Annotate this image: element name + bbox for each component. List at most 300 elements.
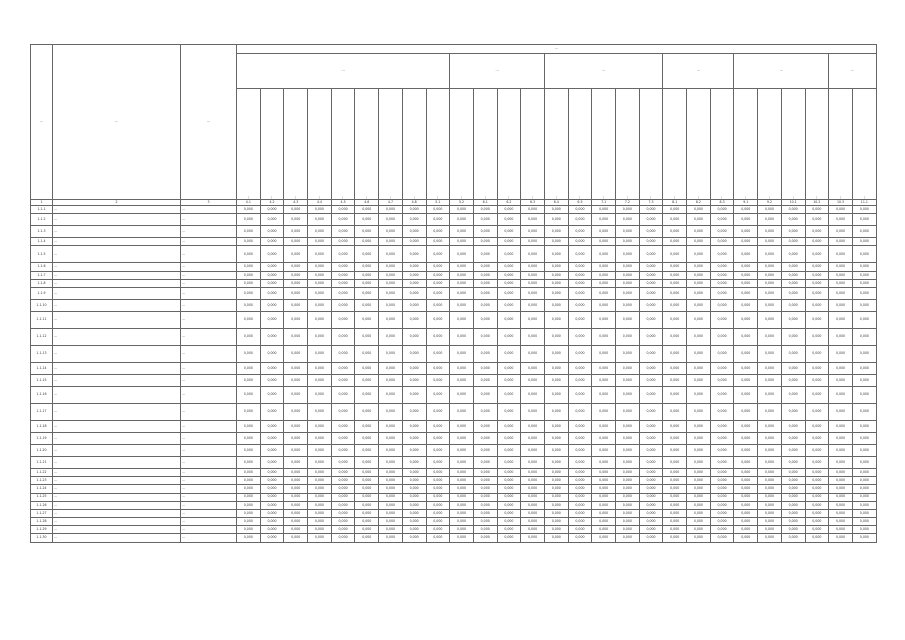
value-cell: 0,000: [544, 362, 568, 374]
value-cell: 0,000: [734, 432, 758, 444]
value-cell: 0,000: [521, 432, 545, 444]
value-cell: 0,000: [852, 311, 876, 328]
value-cell: 0,000: [592, 501, 616, 509]
value-cell: 0,000: [260, 493, 284, 501]
table-row: [31, 501, 877, 509]
value-cell: 0,000: [450, 456, 474, 468]
value-cell: 0,000: [497, 345, 521, 362]
value-cell: 0,000: [473, 403, 497, 420]
value-cell: 0,000: [544, 345, 568, 362]
value-cell: 0,000: [592, 299, 616, 311]
project-id-cell: …: [181, 311, 237, 328]
row-number-cell: 1.1.28: [31, 518, 53, 526]
value-cell: 0,000: [308, 287, 332, 299]
value-cell: 0,000: [592, 374, 616, 386]
project-name-cell: …: [53, 362, 181, 374]
value-cell: 0,000: [237, 311, 261, 328]
value-cell: 0,000: [379, 345, 403, 362]
value-cell: 0,000: [497, 493, 521, 501]
value-cell: 0,000: [639, 485, 663, 493]
value-cell: 0,000: [402, 263, 426, 271]
value-cell: 0,000: [734, 238, 758, 246]
value-cell: 0,000: [331, 238, 355, 246]
value-cell: 0,000: [521, 214, 545, 226]
value-cell: 0,000: [616, 534, 640, 542]
value-cell: 0,000: [568, 493, 592, 501]
value-cell: 0,000: [308, 299, 332, 311]
column-number: 8.2: [687, 200, 711, 206]
value-cell: 0,000: [829, 456, 853, 468]
value-cell: 0,000: [497, 518, 521, 526]
value-cell: 0,000: [450, 468, 474, 476]
indicator-header-label: …: [269, 195, 274, 199]
value-cell: 0,000: [355, 518, 379, 526]
value-cell: 0,000: [616, 328, 640, 345]
value-cell: 0,000: [852, 468, 876, 476]
value-cell: 0,000: [521, 518, 545, 526]
value-cell: 0,000: [450, 328, 474, 345]
value-cell: 0,000: [521, 246, 545, 263]
project-name-cell: …: [53, 501, 181, 509]
project-id-cell: …: [181, 477, 237, 485]
value-cell: 0,000: [237, 485, 261, 493]
value-cell: 0,000: [379, 226, 403, 238]
value-cell: 0,000: [237, 534, 261, 542]
table-row: [31, 246, 877, 263]
value-cell: 0,000: [260, 362, 284, 374]
value-cell: 0,000: [497, 403, 521, 420]
value-cell: 0,000: [781, 444, 805, 456]
project-id-cell: …: [181, 485, 237, 493]
value-cell: 0,000: [568, 468, 592, 476]
value-cell: 0,000: [426, 238, 450, 246]
value-cell: 0,000: [781, 518, 805, 526]
project-name-cell: …: [53, 279, 181, 287]
value-cell: 0,000: [284, 238, 308, 246]
row-number-cell: 1.1.29: [31, 526, 53, 534]
indicator-header: [402, 89, 426, 200]
value-cell: 0,000: [284, 287, 308, 299]
value-cell: 0,000: [663, 444, 687, 456]
value-cell: 0,000: [473, 362, 497, 374]
value-cell: 0,000: [284, 456, 308, 468]
value-cell: 0,000: [521, 287, 545, 299]
value-cell: 0,000: [663, 534, 687, 542]
value-cell: 0,000: [829, 420, 853, 432]
value-cell: 0,000: [308, 420, 332, 432]
indicator-header-label: …: [672, 195, 677, 199]
value-cell: 0,000: [402, 444, 426, 456]
value-cell: 0,000: [829, 534, 853, 542]
value-cell: 0,000: [355, 444, 379, 456]
value-cell: 0,000: [710, 534, 734, 542]
value-cell: 0,000: [805, 246, 829, 263]
value-cell: 0,000: [568, 328, 592, 345]
value-cell: 0,000: [639, 509, 663, 517]
value-cell: 0,000: [473, 214, 497, 226]
value-cell: 0,000: [639, 444, 663, 456]
value-cell: 0,000: [829, 501, 853, 509]
header-group-2: …: [450, 54, 545, 89]
value-cell: 0,000: [544, 493, 568, 501]
table-row: [31, 485, 877, 493]
value-cell: 0,000: [852, 526, 876, 534]
value-cell: 0,000: [355, 271, 379, 279]
value-cell: 0,000: [829, 477, 853, 485]
indicator-header-label: …: [482, 195, 487, 199]
value-cell: 0,000: [260, 311, 284, 328]
value-cell: 0,000: [521, 477, 545, 485]
value-cell: 0,000: [687, 509, 711, 517]
value-cell: 0,000: [781, 345, 805, 362]
value-cell: 0,000: [497, 287, 521, 299]
value-cell: 0,000: [260, 226, 284, 238]
value-cell: 0,000: [473, 328, 497, 345]
value-cell: 0,000: [331, 493, 355, 501]
value-cell: 0,000: [450, 206, 474, 214]
value-cell: 0,000: [237, 477, 261, 485]
project-name-cell: …: [53, 518, 181, 526]
value-cell: 0,000: [687, 214, 711, 226]
row-number-cell: 1.1.5: [31, 246, 53, 263]
value-cell: 0,000: [450, 420, 474, 432]
value-cell: 0,000: [260, 534, 284, 542]
row-number-cell: 1.1.23: [31, 477, 53, 485]
value-cell: 0,000: [758, 444, 782, 456]
value-cell: 0,000: [592, 263, 616, 271]
value-cell: 0,000: [805, 420, 829, 432]
value-cell: 0,000: [639, 468, 663, 476]
value-cell: 0,000: [805, 456, 829, 468]
table-row: [31, 263, 877, 271]
value-cell: 0,000: [450, 226, 474, 238]
value-cell: 0,000: [758, 246, 782, 263]
value-cell: 0,000: [426, 526, 450, 534]
value-cell: 0,000: [379, 279, 403, 287]
value-cell: 0,000: [710, 493, 734, 501]
indicator-header-label: …: [766, 195, 771, 199]
project-name-cell: …: [53, 299, 181, 311]
value-cell: 0,000: [331, 485, 355, 493]
value-cell: 0,000: [710, 226, 734, 238]
value-cell: 0,000: [237, 206, 261, 214]
value-cell: 0,000: [639, 271, 663, 279]
value-cell: 0,000: [663, 403, 687, 420]
value-cell: 0,000: [260, 403, 284, 420]
value-cell: 0,000: [852, 299, 876, 311]
value-cell: 0,000: [402, 432, 426, 444]
indicator-header: [426, 89, 450, 200]
indicator-header: [616, 89, 640, 200]
value-cell: 0,000: [710, 279, 734, 287]
value-cell: 0,000: [710, 386, 734, 403]
value-cell: 0,000: [568, 403, 592, 420]
value-cell: 0,000: [829, 345, 853, 362]
value-cell: 0,000: [829, 279, 853, 287]
value-cell: 0,000: [331, 287, 355, 299]
value-cell: 0,000: [758, 345, 782, 362]
value-cell: 0,000: [497, 501, 521, 509]
value-cell: 0,000: [710, 328, 734, 345]
value-cell: 0,000: [734, 403, 758, 420]
value-cell: 0,000: [829, 246, 853, 263]
value-cell: 0,000: [852, 485, 876, 493]
value-cell: 0,000: [805, 238, 829, 246]
value-cell: 0,000: [450, 345, 474, 362]
value-cell: 0,000: [308, 509, 332, 517]
value-cell: 0,000: [331, 246, 355, 263]
indicator-header: [544, 89, 568, 200]
value-cell: 0,000: [710, 299, 734, 311]
value-cell: 0,000: [568, 246, 592, 263]
row-number-cell: 1.1.13: [31, 345, 53, 362]
value-cell: 0,000: [426, 432, 450, 444]
value-cell: 0,000: [521, 534, 545, 542]
value-cell: 0,000: [852, 238, 876, 246]
value-cell: 0,000: [734, 206, 758, 214]
value-cell: 0,000: [805, 477, 829, 485]
value-cell: 0,000: [781, 485, 805, 493]
table-row: [31, 287, 877, 299]
value-cell: 0,000: [379, 238, 403, 246]
value-cell: 0,000: [450, 403, 474, 420]
value-cell: 0,000: [331, 214, 355, 226]
value-cell: 0,000: [402, 485, 426, 493]
value-cell: 0,000: [497, 362, 521, 374]
value-cell: 0,000: [592, 345, 616, 362]
value-cell: 0,000: [734, 328, 758, 345]
value-cell: 0,000: [781, 403, 805, 420]
value-cell: 0,000: [473, 456, 497, 468]
value-cell: 0,000: [639, 328, 663, 345]
value-cell: 0,000: [355, 501, 379, 509]
value-cell: 0,000: [781, 362, 805, 374]
row-number-cell: 1.1.2: [31, 214, 53, 226]
value-cell: 0,000: [758, 456, 782, 468]
value-cell: 0,000: [568, 526, 592, 534]
value-cell: 0,000: [592, 456, 616, 468]
value-cell: 0,000: [687, 386, 711, 403]
value-cell: 0,000: [402, 214, 426, 226]
value-cell: 0,000: [568, 345, 592, 362]
indicator-header: [829, 89, 853, 200]
value-cell: 0,000: [781, 456, 805, 468]
project-name-cell: …: [53, 246, 181, 263]
indicator-header: [497, 89, 521, 200]
value-cell: 0,000: [852, 271, 876, 279]
value-cell: 0,000: [616, 386, 640, 403]
value-cell: 0,000: [355, 238, 379, 246]
value-cell: 0,000: [355, 526, 379, 534]
value-cell: 0,000: [379, 214, 403, 226]
value-cell: 0,000: [758, 526, 782, 534]
value-cell: 0,000: [592, 526, 616, 534]
value-cell: 0,000: [829, 374, 853, 386]
value-cell: 0,000: [663, 518, 687, 526]
value-cell: 0,000: [829, 362, 853, 374]
value-cell: 0,000: [616, 526, 640, 534]
value-cell: 0,000: [639, 501, 663, 509]
value-cell: 0,000: [639, 246, 663, 263]
value-cell: 0,000: [521, 226, 545, 238]
value-cell: 0,000: [237, 328, 261, 345]
value-cell: 0,000: [687, 420, 711, 432]
value-cell: 0,000: [805, 311, 829, 328]
table-row: [31, 345, 877, 362]
value-cell: 0,000: [639, 493, 663, 501]
value-cell: 0,000: [402, 238, 426, 246]
value-cell: 0,000: [829, 386, 853, 403]
value-cell: 0,000: [544, 534, 568, 542]
value-cell: 0,000: [781, 238, 805, 246]
value-cell: 0,000: [355, 468, 379, 476]
project-id-cell: …: [181, 246, 237, 263]
value-cell: 0,000: [544, 226, 568, 238]
column-number: 7.1: [592, 200, 616, 206]
value-cell: 0,000: [568, 518, 592, 526]
value-cell: 0,000: [284, 311, 308, 328]
project-id-cell: …: [181, 226, 237, 238]
value-cell: 0,000: [805, 444, 829, 456]
value-cell: 0,000: [663, 299, 687, 311]
value-cell: 0,000: [829, 403, 853, 420]
value-cell: 0,000: [355, 345, 379, 362]
value-cell: 0,000: [260, 328, 284, 345]
value-cell: 0,000: [781, 279, 805, 287]
value-cell: 0,000: [687, 287, 711, 299]
value-cell: 0,000: [710, 432, 734, 444]
value-cell: 0,000: [426, 214, 450, 226]
value-cell: 0,000: [734, 362, 758, 374]
value-cell: 0,000: [616, 468, 640, 476]
value-cell: 0,000: [402, 287, 426, 299]
table-row: [31, 206, 877, 214]
value-cell: 0,000: [450, 518, 474, 526]
value-cell: 0,000: [331, 226, 355, 238]
value-cell: 0,000: [805, 279, 829, 287]
table-row: [31, 420, 877, 432]
project-id-cell: …: [181, 501, 237, 509]
value-cell: 0,000: [402, 374, 426, 386]
row-number-cell: 1.1.21: [31, 456, 53, 468]
value-cell: 0,000: [402, 501, 426, 509]
value-cell: 0,000: [331, 374, 355, 386]
value-cell: 0,000: [568, 534, 592, 542]
value-cell: 0,000: [308, 518, 332, 526]
value-cell: 0,000: [284, 345, 308, 362]
project-id-cell: …: [181, 374, 237, 386]
value-cell: 0,000: [758, 214, 782, 226]
indicator-header-label: …: [293, 195, 298, 199]
project-name-cell: …: [53, 444, 181, 456]
value-cell: 0,000: [852, 444, 876, 456]
value-cell: 0,000: [331, 509, 355, 517]
value-cell: 0,000: [497, 374, 521, 386]
value-cell: 0,000: [639, 214, 663, 226]
value-cell: 0,000: [758, 374, 782, 386]
value-cell: 0,000: [426, 311, 450, 328]
value-cell: 0,000: [355, 226, 379, 238]
value-cell: 0,000: [284, 501, 308, 509]
value-cell: 0,000: [402, 509, 426, 517]
value-cell: 0,000: [521, 456, 545, 468]
indicator-header-label: …: [814, 195, 819, 199]
column-number: 8.1: [663, 200, 687, 206]
value-cell: 0,000: [616, 287, 640, 299]
value-cell: 0,000: [331, 279, 355, 287]
value-cell: 0,000: [355, 534, 379, 542]
value-cell: 0,000: [473, 477, 497, 485]
project-id-cell: …: [181, 493, 237, 501]
project-id-cell: …: [181, 420, 237, 432]
value-cell: 0,000: [616, 226, 640, 238]
value-cell: 0,000: [616, 299, 640, 311]
value-cell: 0,000: [402, 271, 426, 279]
row-number-cell: 1.1.4: [31, 238, 53, 246]
header-group-4: …: [663, 54, 734, 89]
value-cell: 0,000: [450, 311, 474, 328]
project-id-cell: …: [181, 386, 237, 403]
column-number: 9.1: [734, 200, 758, 206]
value-cell: 0,000: [616, 246, 640, 263]
value-cell: 0,000: [639, 456, 663, 468]
project-name-cell: …: [53, 456, 181, 468]
value-cell: 0,000: [663, 432, 687, 444]
project-id-cell: …: [181, 526, 237, 534]
value-cell: 0,000: [852, 328, 876, 345]
value-cell: 0,000: [331, 271, 355, 279]
project-name-cell: …: [53, 534, 181, 542]
value-cell: 0,000: [237, 345, 261, 362]
value-cell: 0,000: [734, 509, 758, 517]
row-number-cell: 1.1.8: [31, 279, 53, 287]
indicator-header: [852, 89, 876, 200]
value-cell: 0,000: [544, 509, 568, 517]
value-cell: 0,000: [734, 501, 758, 509]
value-cell: 0,000: [426, 362, 450, 374]
value-cell: 0,000: [781, 287, 805, 299]
value-cell: 0,000: [663, 226, 687, 238]
value-cell: 0,000: [805, 534, 829, 542]
value-cell: 0,000: [758, 420, 782, 432]
table-row: [31, 386, 877, 403]
header-group-6: …: [829, 54, 877, 89]
value-cell: 0,000: [450, 246, 474, 263]
value-cell: 0,000: [781, 432, 805, 444]
value-cell: 0,000: [829, 299, 853, 311]
project-id-cell: …: [181, 263, 237, 271]
value-cell: 0,000: [497, 477, 521, 485]
project-id-cell: …: [181, 362, 237, 374]
value-cell: 0,000: [237, 386, 261, 403]
indicator-header: [355, 89, 379, 200]
value-cell: 0,000: [450, 477, 474, 485]
value-cell: 0,000: [237, 299, 261, 311]
value-cell: 0,000: [450, 238, 474, 246]
value-cell: 0,000: [781, 501, 805, 509]
project-id-cell: …: [181, 432, 237, 444]
value-cell: 0,000: [616, 493, 640, 501]
value-cell: 0,000: [592, 206, 616, 214]
indicator-header-label: …: [340, 195, 345, 199]
value-cell: 0,000: [592, 432, 616, 444]
project-name-cell: …: [53, 287, 181, 299]
value-cell: 0,000: [544, 214, 568, 226]
indicator-header: [260, 89, 284, 200]
value-cell: 0,000: [592, 362, 616, 374]
value-cell: 0,000: [592, 509, 616, 517]
value-cell: 0,000: [355, 246, 379, 263]
